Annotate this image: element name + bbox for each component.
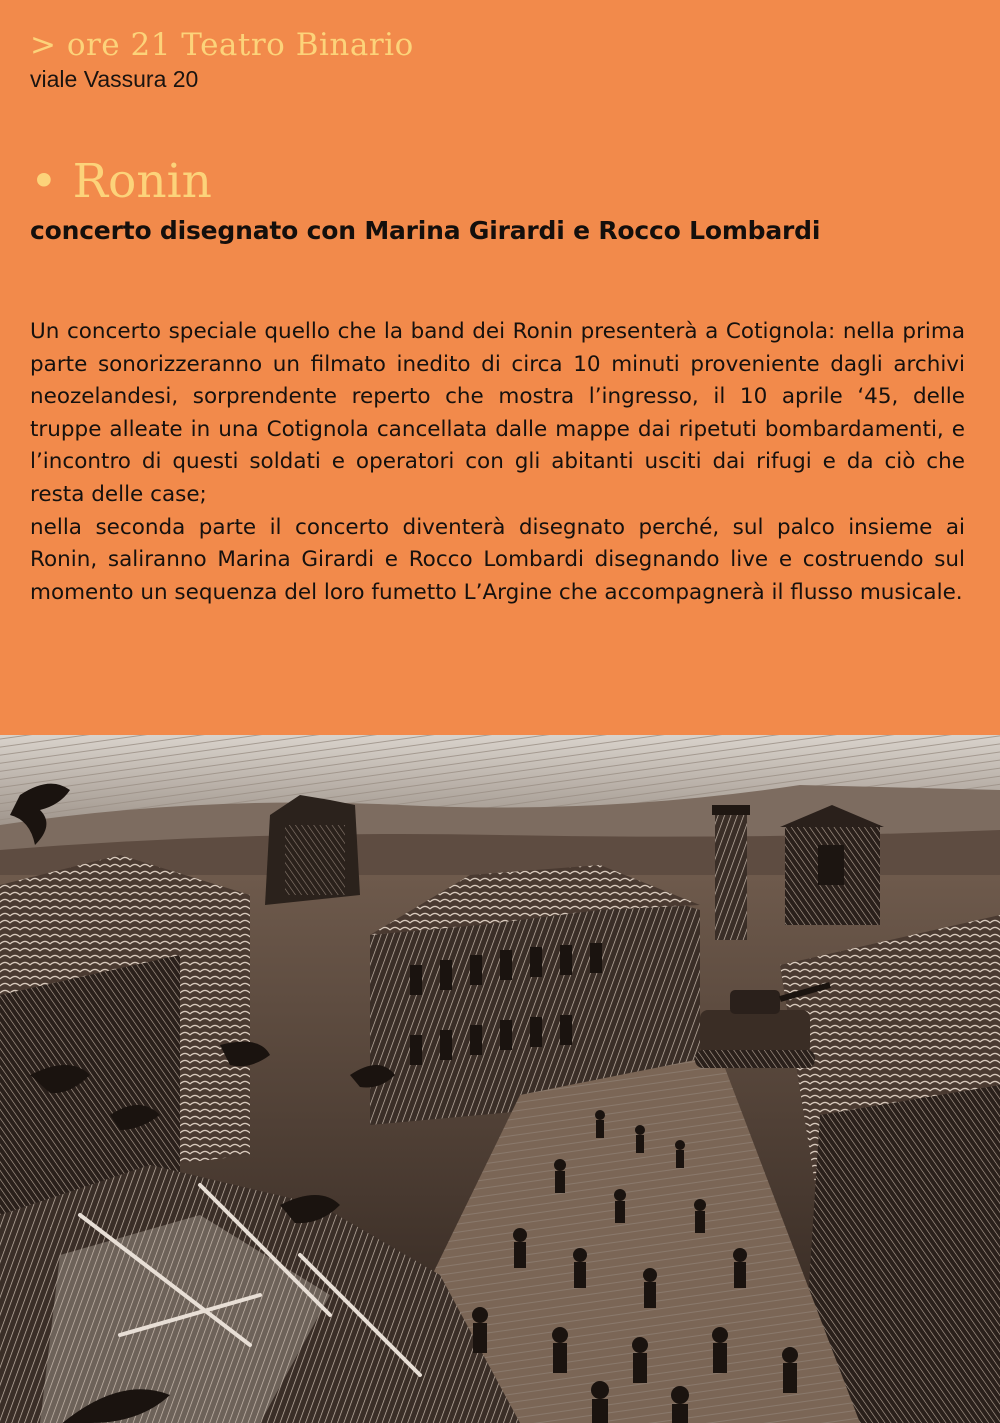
description-paragraph-2: nella seconda parte il concerto diventerà disegnato perché, sul palco insieme ai Ronin, saliranno Marina Girardi e Rocco Lombardi disegnando live e costruendo sul momento un sequenza del loro fumetto L’Argine che accompagnerà il flusso musicale. bbox=[30, 514, 965, 605]
venue-address: viale Vassura 20 bbox=[30, 66, 199, 93]
event-subtitle: concerto disegnato con Marina Girardi e Rocco Lombardi bbox=[30, 215, 821, 245]
event-title-block bbox=[30, 156, 820, 245]
event-title: • Ronin bbox=[30, 154, 212, 209]
time-venue-heading: > ore 21 Teatro Binario bbox=[30, 27, 414, 63]
war-town-illustration bbox=[0, 735, 1000, 1423]
description-paragraph-1: Un concerto speciale quello che la band dei Ronin presenterà a Cotignola: nella prima parte sonorizzeranno un filmato inedito di circa 10 minuti proveniente dagli archivi neozelandesi, sorprendente reperto che mostra l’ingresso, il 10 aprile ‘45, delle truppe alleate in una Cotignola cancellata dalle mappe dai ripetuti bombardamenti, e l’incontro di questi soldati e operatori con gli abitanti usciti dai rifugi e da ciò che resta delle case; bbox=[30, 319, 965, 507]
header bbox=[30, 28, 414, 93]
event-description bbox=[30, 316, 965, 609]
